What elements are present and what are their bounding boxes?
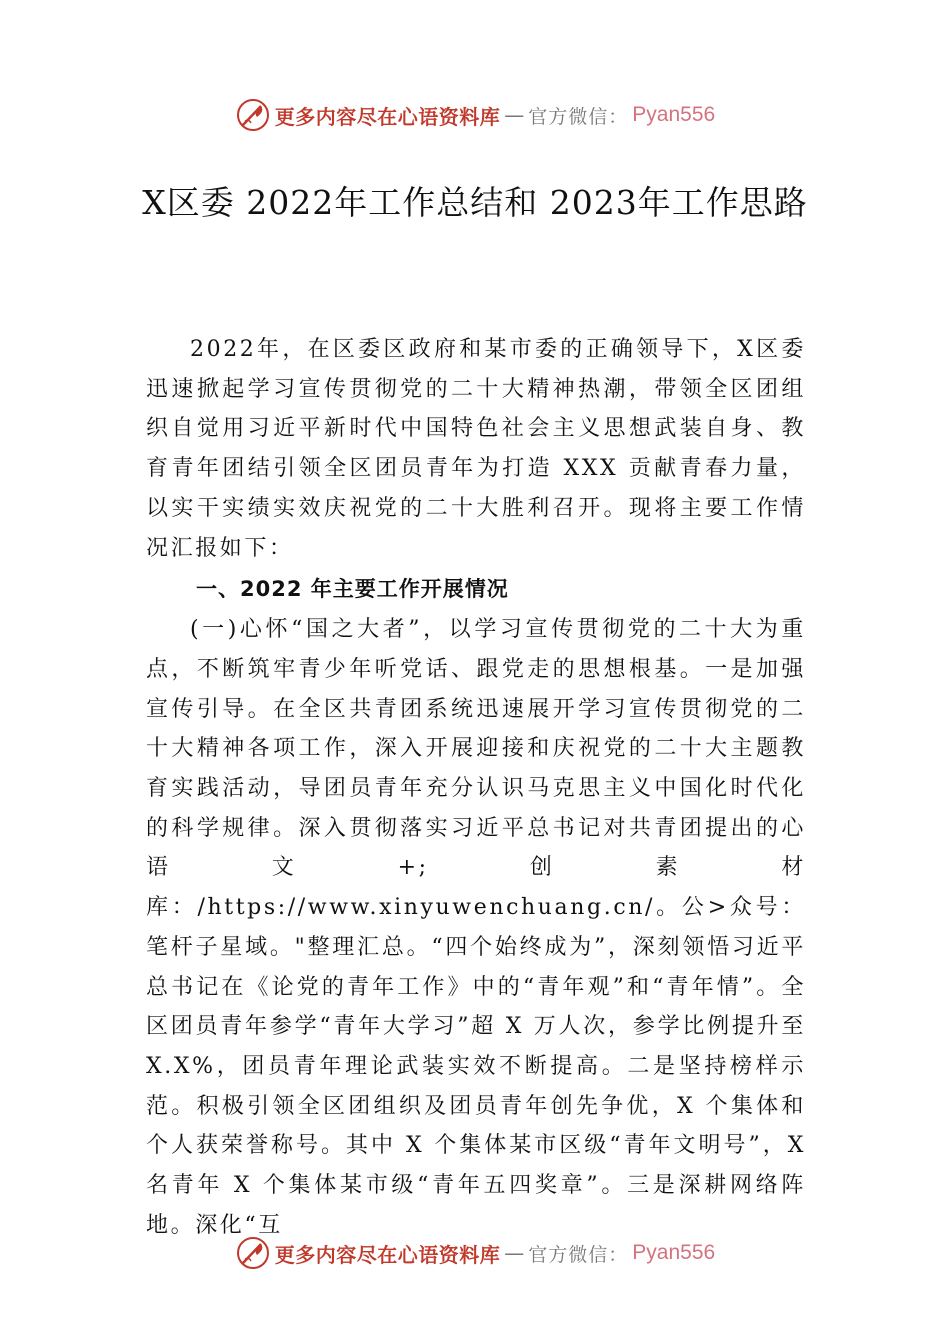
watermark-dash: — xyxy=(504,103,525,127)
intro-paragraph: 2022年，在区委区政府和某市委的正确领导下，X区委迅速掀起学习宣传贯彻党的二十大精神热潮，带领全区团组织自觉用习近平新时代中国特色社会主义思想武装自身、教育青年团结引领全区团员青年为打造 XXX 贡献青春力量，以实干实绩实效庆祝党的二十大胜利召开。现将主要工作情况汇报如下： xyxy=(146,337,806,561)
watermark-brand: 更多内容尽在心语资料库 xyxy=(274,104,501,129)
watermark-brand: 更多内容尽在心语资料库 xyxy=(274,1242,501,1267)
watermark-wechat-label: 官方微信： xyxy=(528,1243,629,1266)
section-heading: 一、2022 年主要工作开展情况 xyxy=(196,577,509,602)
quill-pen-circle-icon xyxy=(235,1235,271,1271)
watermark-dash: — xyxy=(504,1241,525,1265)
document-title: X区委 2022年工作总结和 2023年工作思路 xyxy=(142,183,808,222)
footer-watermark xyxy=(0,1233,950,1273)
watermark-wechat-label: 官方微信： xyxy=(528,105,629,128)
watermark-wechat-id: Pyan556 xyxy=(632,1241,716,1264)
document-body xyxy=(146,330,806,1245)
quill-pen-circle-icon xyxy=(235,97,271,133)
header-watermark xyxy=(0,95,950,135)
watermark-wechat-id: Pyan556 xyxy=(632,103,716,126)
section-paragraph: (一)心怀“国之大者”，以学习宣传贯彻党的二十大为重点，不断筑牢青少年听党话、跟党走的思想根基。一是加强宣传引导。在全区共青团系统迅速展开学习宣传贯彻党的二十大精神各项工作，深入开展迎接和庆祝党的二十大主题教育实践活动，导团员青年充分认识马克思主义中国化时代化的科学规律。深入贯彻落实习近平总书记对共青团提出的心语文+;创素材库：/https://www.xinyuwenchuang.cn/。公>众号：笔杆子星域。"整理汇总。“四个始终成为”，深刻领悟习近平总书记在《论党的青年工作》中的“青年观”和“青年情”。全区团员青年参学“青年大学习”超 X 万人次，参学比例提升至 X.X%，团员青年理论武装实效不断提高。二是坚持榜样示范。积极引领全区团组织及团员青年创先争优，X 个集体和个人获荣誉称号。其中 X 个集体某市区级“青年文明号”，X 名青年 X 个集体某市级“青年五四奖章”。三是深耕网络阵地。深化“互 xyxy=(146,617,806,1238)
